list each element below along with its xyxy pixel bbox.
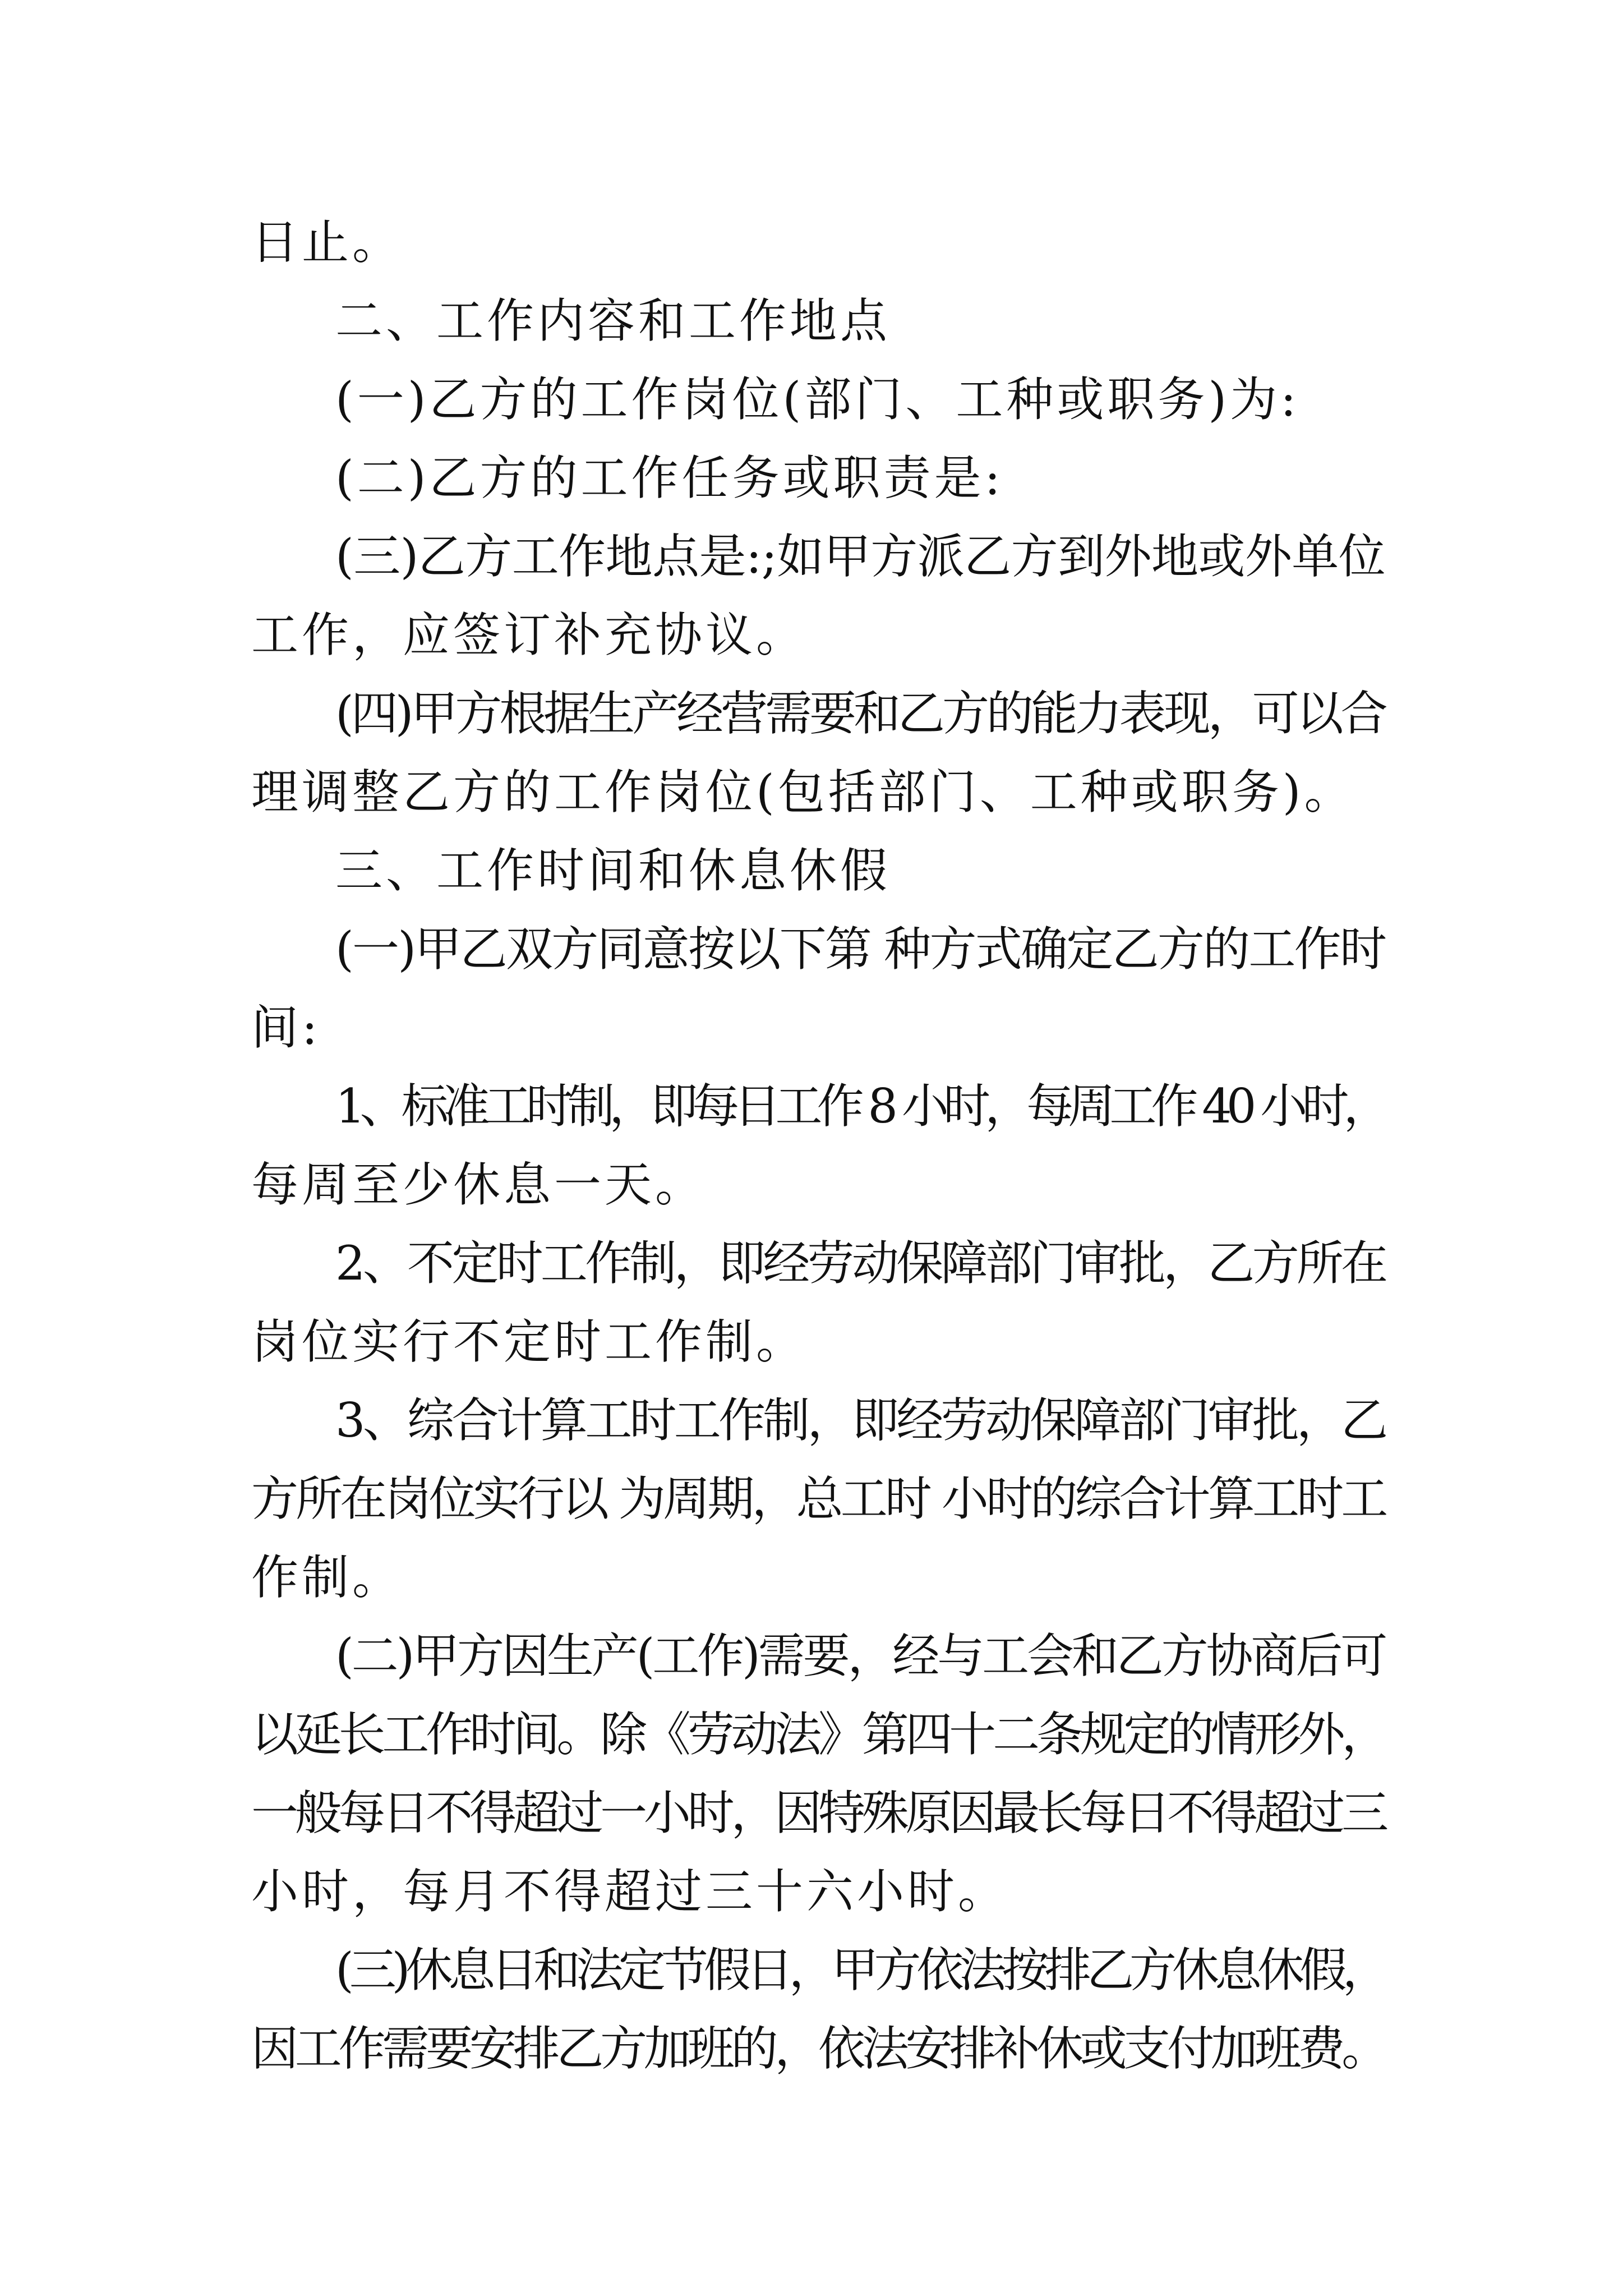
section-heading: 三、工作时间和休息休假 [335, 843, 891, 898]
text-line: (二)甲方因生产(工作)需要，经与工会和乙方协商后可 [335, 1628, 1386, 1683]
text-line: 每周至少休息一天。 [251, 1157, 706, 1212]
text-line: 一般每日不得超过一小时，因特殊原因最长每日不得超过三 [251, 1786, 1386, 1841]
text-line: 2、不定时工作制，即经劳动保障部门审批，乙方所在 [335, 1236, 1386, 1291]
text-line: 理调整乙方的工作岗位(包括部门、工种或职务)。 [251, 765, 1355, 820]
section-heading: 二、工作内容和工作地点 [335, 293, 891, 348]
text-line: 方所在岗位实行以 为周期，总工时 小时的综合计算工时工 [251, 1471, 1386, 1526]
text-line: (二)乙方的工作任务或职责是: [335, 450, 1004, 505]
text-line: 作制。 [251, 1550, 403, 1605]
text-line: 岗位实行不定时工作制。 [251, 1314, 807, 1369]
text-line: (三)休息日和法定节假日，甲方依法按排乙方休息休假， [335, 1943, 1385, 1998]
text-line: 间: [251, 1000, 321, 1055]
text-line: 3、综合计算工时工作制，即经劳动保障部门审批，乙 [335, 1393, 1386, 1448]
text-line: 工作，应签订补充协议。 [251, 608, 807, 662]
text-line: 因工作需要安排乙方加班的，依法安排补休或支付加班费。 [251, 2021, 1386, 2076]
text-line: (三)乙方工作地点是:;如甲方派乙方到外地或外单位 [335, 529, 1386, 584]
text-line: (一)乙方的工作岗位(部门、工种或职务)为: [335, 372, 1300, 427]
text-line: (一)甲乙双方同意按以下第 种方式确定乙方的工作时 [335, 922, 1386, 977]
text-line: (四)甲方根据生产经营需要和乙方的能力表现，可以合 [335, 686, 1385, 741]
text-line: 小时，每月不得超过三十六小时。 [251, 1864, 1009, 1919]
text-line: 1、标准工时制，即每日工作 8 小时，每周工作 40 小时， [335, 1079, 1385, 1134]
text-line: 以延长工作时间。除《劳动法》第四十二条规定的情形外， [251, 1707, 1386, 1762]
text-line: 日止。 [251, 215, 403, 270]
